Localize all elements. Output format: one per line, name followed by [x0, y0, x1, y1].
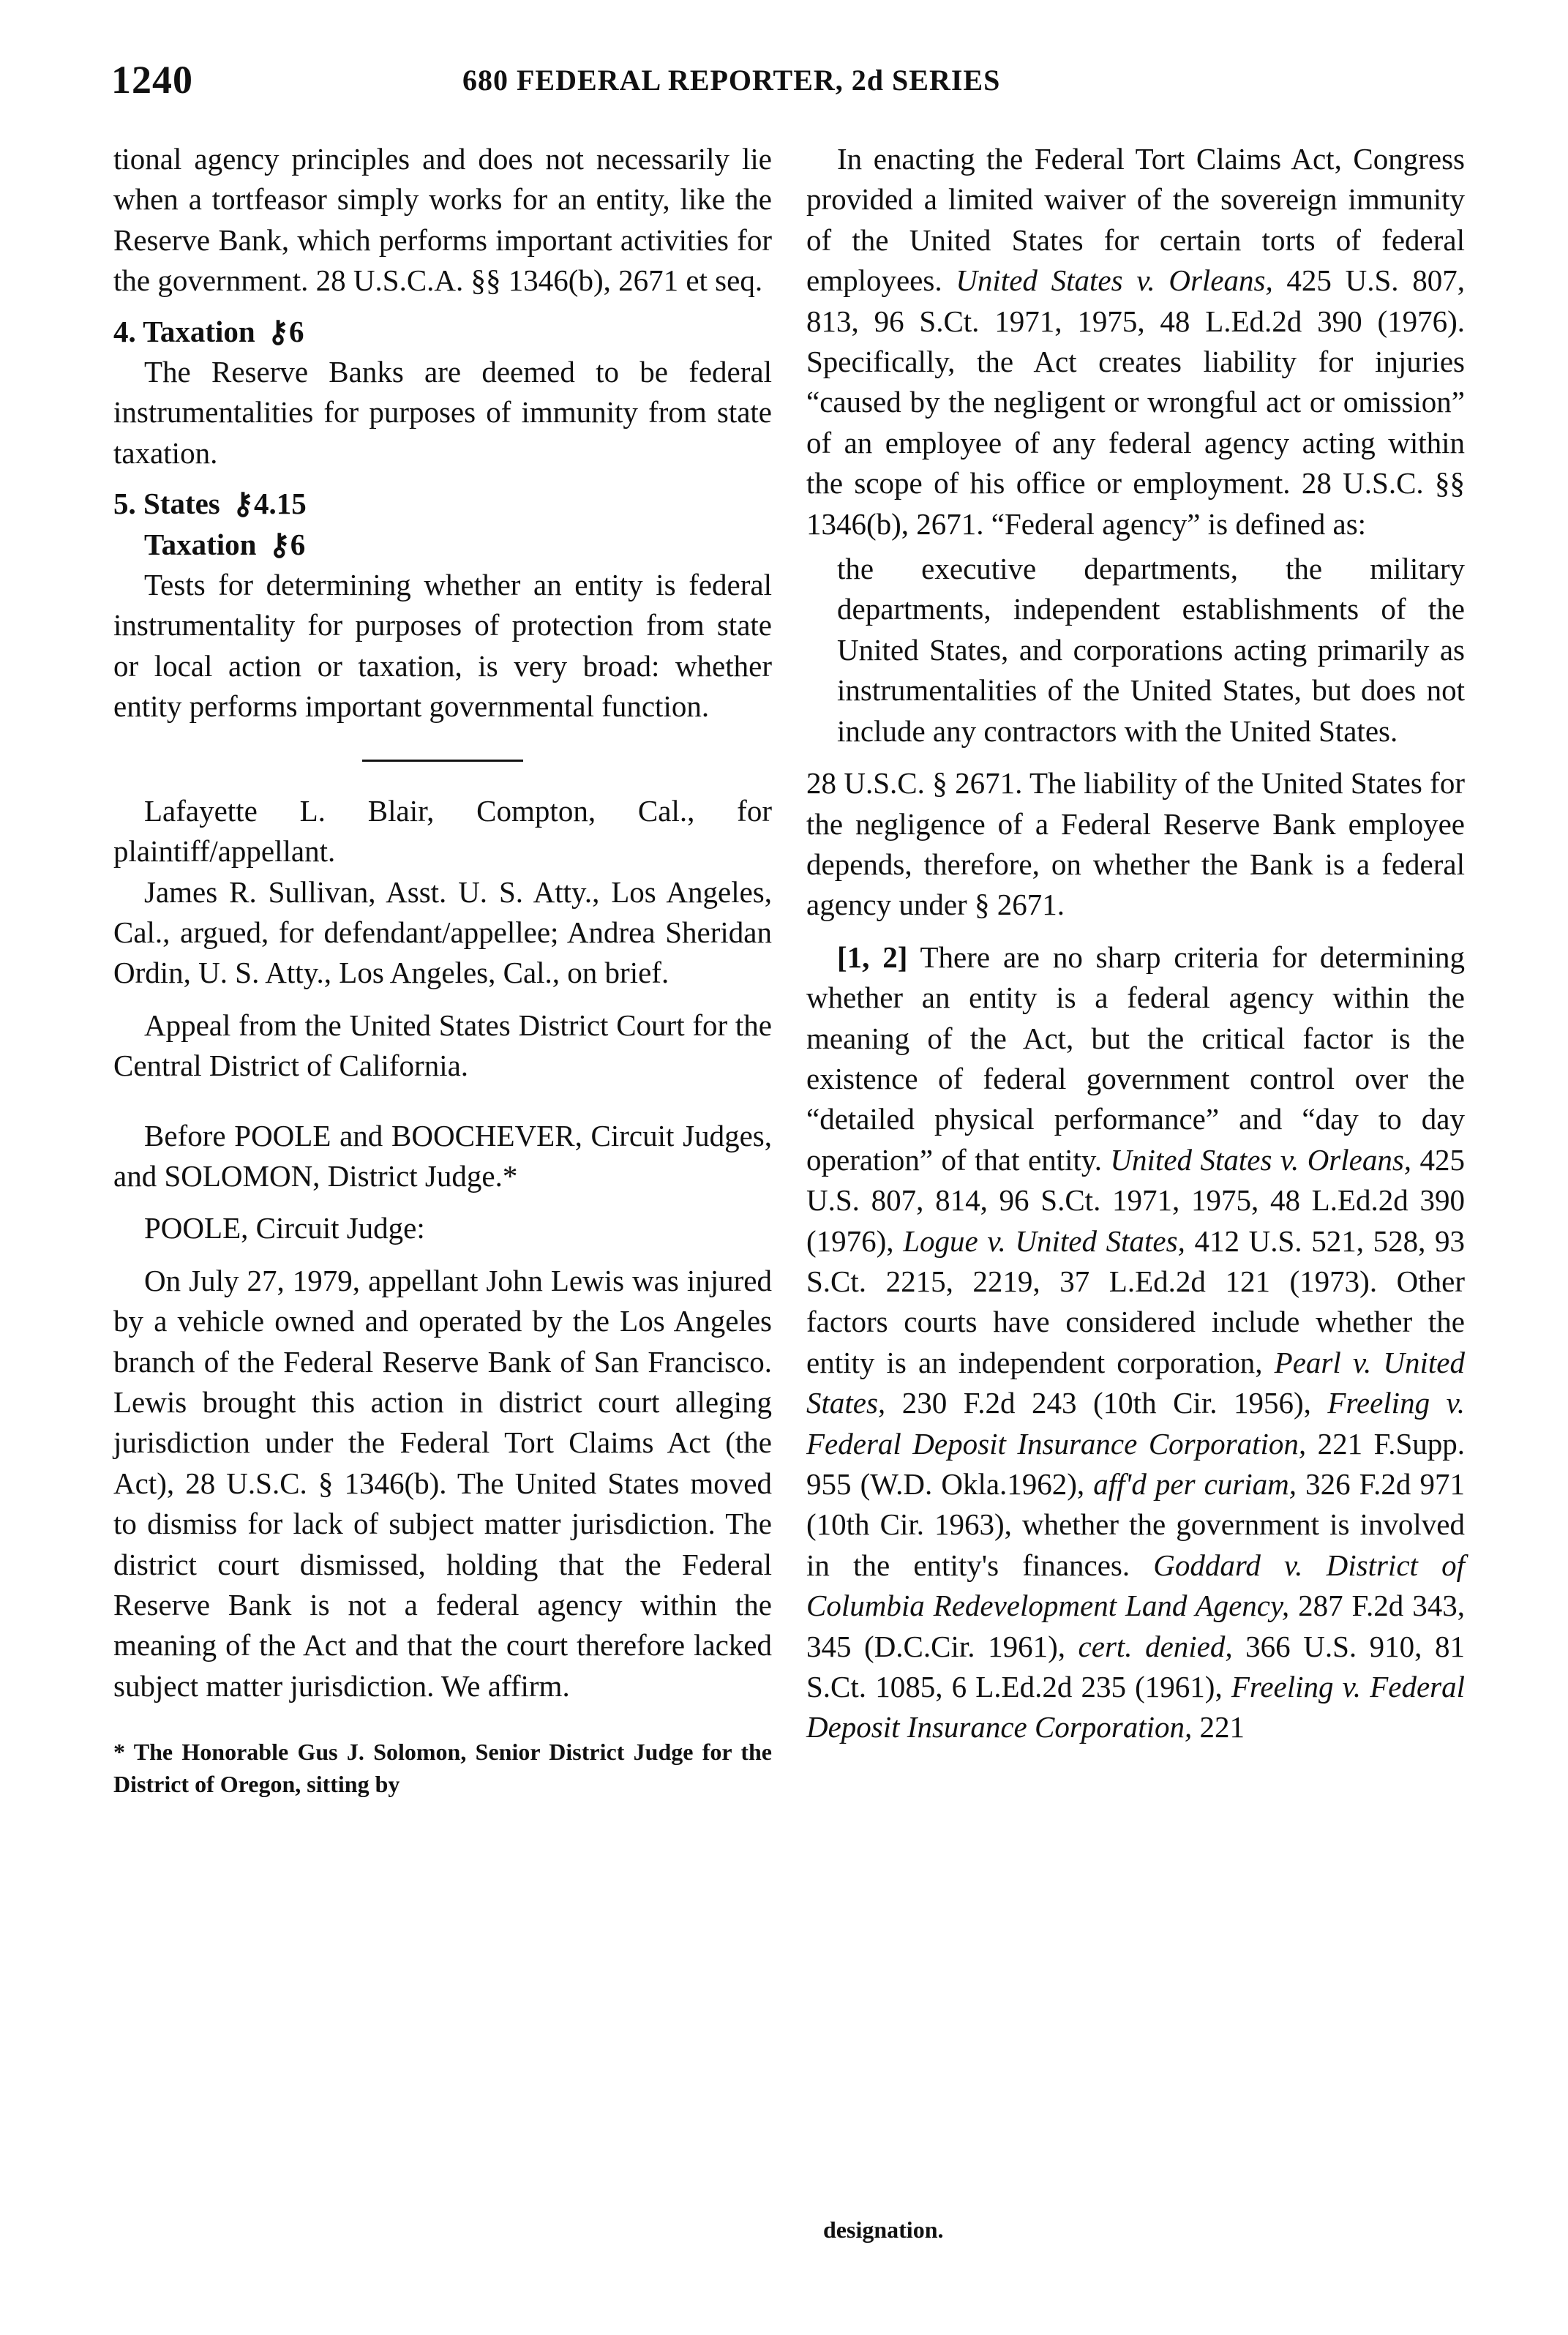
left-column [113, 139, 772, 1800]
right-paragraph-1 [806, 139, 1465, 544]
key-number-icon: ⚷6 [268, 527, 306, 561]
key-number-icon: ⚷6 [266, 314, 304, 348]
counsel-appellee: James R. Sullivan, Asst. U. S. Atty., Los Angeles, Cal., argued, for defendant/appellee; Andrea Sheridan Ordin, U. S. Atty., Los Angeles, Cal., on brief. [113, 874, 772, 990]
headnote-5b-topic: Taxation [144, 527, 257, 561]
spacer [113, 1087, 772, 1116]
headnote-4-text: The Reserve Banks are deemed to be federal instrumentalities for purposes of immunity from state taxation. [113, 355, 772, 470]
headnote-3-continuation: tional agency principles and does not necessarily lie when a tortfeasor simply works for an entity, like the Reserve Bank, which performs important activities for the government. 28 U.S.C.A. §§ 1346(b), 2671 et seq. [113, 142, 772, 298]
counsel-appellant: Lafayette L. Blair, Compton, Cal., for plaintiff/appellant. [113, 793, 772, 869]
opinion-paragraph-1: On July 27, 1979, appellant John Lewis was injured by a vehicle owned and operated by the Los Angeles branch of the Federal Reserve Bank of San Francisco. Lewis brought this action in district court alleging jurisdiction under the Federal Tort Claims Act (the Act), 28 U.S.C. § 1346(b). The United States moved to dismiss for lack of subject matter jurisdiction. The district court dismissed, holding that the Federal Reserve Bank is not a federal agency within the meaning of the Act and that the court therefore lacked subject matter jurisdiction. We affirm. [113, 1263, 772, 1703]
headnote-5-topic: 5. States [113, 487, 220, 521]
text-run: 221 [1192, 1710, 1245, 1744]
headnote-4-heading [113, 312, 772, 352]
text-run: There are no sharp criteria for determining whether an entity is a federal agency within the meaning of the Act, but the critical factor is the existence of federal government control over the “detailed physical performance” and “day to day operation” of that entity. [806, 940, 1465, 1177]
text-run: In enacting the Federal Tort Claims Act, Congress provided a limited waiver of the sovereign immunity of the United States for certain torts of federal employees. [806, 142, 1465, 298]
case-citation: United States v. Orleans, [1110, 1142, 1412, 1177]
footnote-continuation: designation. [823, 2216, 944, 2243]
headnote-4-topic: 4. Taxation [113, 314, 255, 348]
case-history: aff'd per curiam, [1093, 1467, 1297, 1501]
headnote-reference: [1, 2] [837, 940, 908, 974]
opinion-author: POOLE, Circuit Judge: [144, 1211, 425, 1245]
text-run: 425 U.S. 807, 813, 96 S.Ct. 1971, 1975, 48 L.Ed.2d 390 (1976). Specifically, the Act creates liability for injuries “caused by the negligent or wrongful act or omission” of an employee of any federal agency acting within the scope of his office or employment. 28 U.S.C. §§ 1346(b), 2671. “Federal agency” is defined as: [806, 263, 1465, 541]
headnote-5-text: Tests for determining whether an entity is federal instrumentality for purposes of protection from state or local action or taxation, is very broad: whether entity performs important governmental function. [113, 568, 772, 724]
right-paragraph-2: 28 U.S.C. § 2671. The liability of the United States for the negligence of a Federal Reserve Bank employee depends, therefore, on whether the Bank is a federal agency under § 2671. [806, 766, 1465, 922]
case-history: cert. denied, [1078, 1629, 1233, 1663]
case-citation: Freeling v. Federal Deposit Insurance Corporation, [806, 1386, 1465, 1461]
case-citation: United States v. Orleans, [956, 263, 1273, 298]
running-head: 680 FEDERAL REPORTER, 2d SERIES [462, 64, 1001, 97]
headnote-5-heading [113, 484, 772, 524]
statutory-quote: the executive departments, the military departments, independent establishments of the United States, and corporations acting primarily as instrumentalities of the United States, but does not include any contractors with the United States. [837, 552, 1465, 748]
headnote-5b-heading [144, 525, 772, 565]
text-run: 230 F.2d 243 (10th Cir. 1956), [885, 1386, 1328, 1420]
text-run: 366 U.S. 910, 81 S.Ct. 1085, 6 L.Ed.2d 235 (1961), [806, 1629, 1465, 1704]
case-citation: Pearl v. United States, [806, 1345, 1465, 1420]
case-citation: Goddard v. District of Columbia Redevelopment Land Agency, [806, 1548, 1465, 1623]
right-paragraph-3 [806, 937, 1465, 1748]
case-citation: Logue v. United States, [903, 1223, 1185, 1258]
panel-line: Before POOLE and BOOCHEVER, Circuit Judges, and SOLOMON, District Judge.* [113, 1118, 772, 1193]
footnote: * The Honorable Gus J. Solomon, Senior District Judge for the District of Oregon, sitting by [113, 1739, 772, 1798]
text-run: 412 U.S. 521, 528, 93 S.Ct. 2215, 2219, 37 L.Ed.2d 121 (1973). Other factors courts have considered include whether the entity is an independent corporation, [806, 1223, 1465, 1379]
page-number: 1240 [111, 58, 193, 102]
key-number-icon: ⚷4.15 [232, 487, 307, 521]
right-column [806, 139, 1465, 1748]
appeal-line: Appeal from the United States District Court for the Central District of California. [113, 1008, 772, 1083]
text-run: 326 F.2d 971 (10th Cir. 1963), whether the government is involved in the entity's finances. [806, 1467, 1465, 1582]
text-run: 425 U.S. 807, 814, 96 S.Ct. 1971, 1975, 48 L.Ed.2d 390 (1976), [806, 1142, 1466, 1258]
section-divider [362, 760, 523, 762]
text-run: 287 F.2d 343, 345 (D.C.Cir. 1961), [806, 1589, 1465, 1663]
case-citation: Freeling v. Federal Deposit Insurance Corporation, [806, 1670, 1465, 1744]
page-header [111, 57, 1495, 108]
text-run: 221 F.Supp. 955 (W.D. Okla.1962), [806, 1426, 1465, 1501]
